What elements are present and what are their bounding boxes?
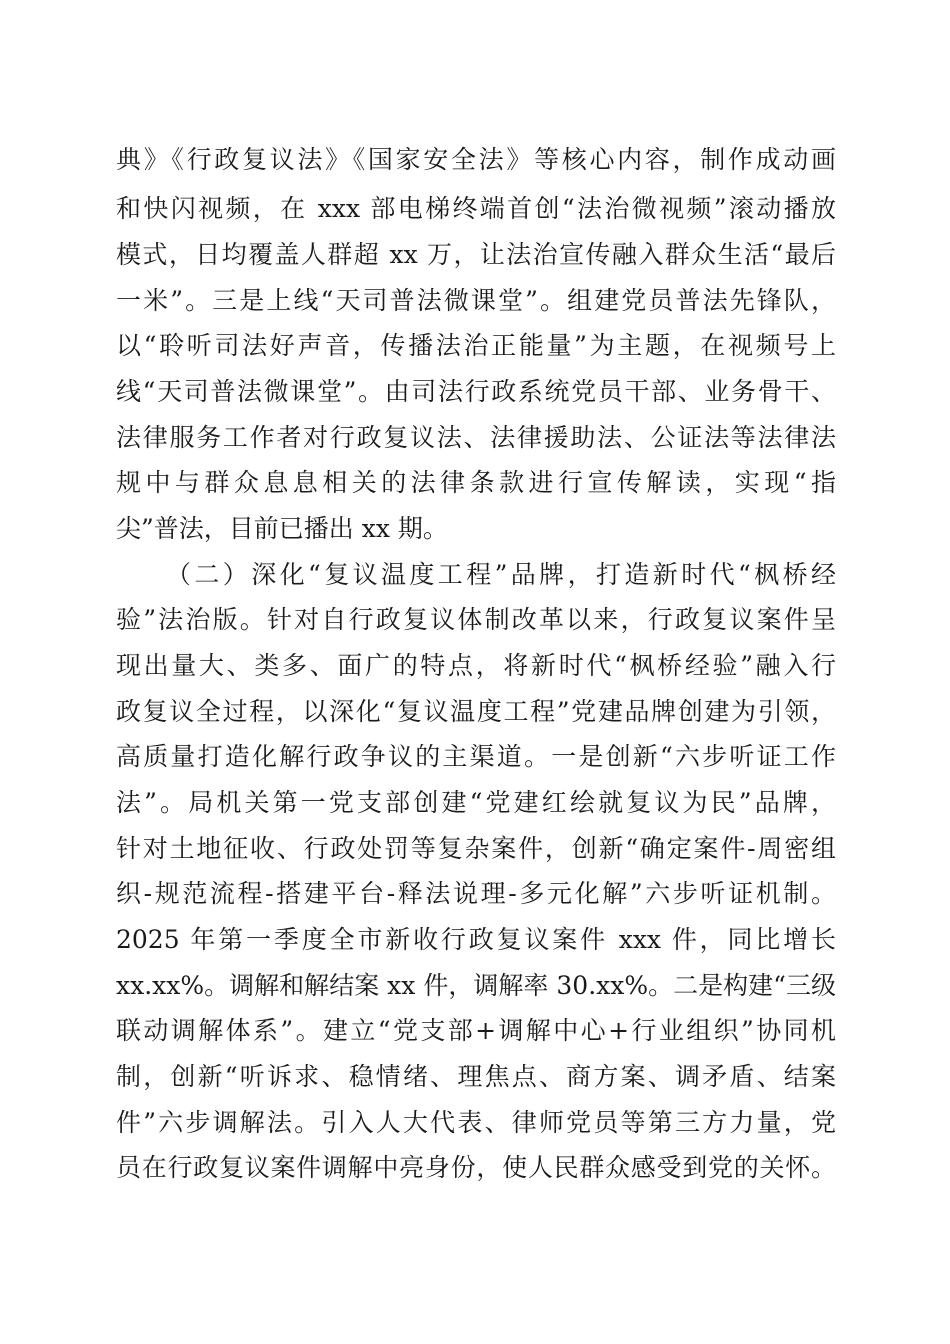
text-line: 制，创新“听诉求、稳情绪、理焦点、商方案、调矛盾、结案 xyxy=(116,1062,836,1091)
text-line: 和快闪视频，在 xxx 部电梯终端首创“法治微视频”滚动播放 xyxy=(116,194,836,223)
text-line: 员在行政复议案件调解中亮身份，使人民群众感受到党的关怀。 xyxy=(116,1153,836,1182)
text-line: 织-规范流程-搭建平台-释法说理-多元化解”六步听证机制。 xyxy=(116,879,836,908)
text-line: 一米”。三是上线“天司普法微课堂”。组建党员普法先锋队， xyxy=(116,286,836,315)
text-line: 联动调解体系”。建立“党支部+调解中心+行业组织”协同机 xyxy=(116,1016,836,1045)
text-line: 高质量打造化解行政争议的主渠道。一是创新“六步听证工作 xyxy=(116,742,836,771)
text-line: 件”六步调解法。引入人大代表、律师党员等第三方力量，党 xyxy=(116,1108,836,1137)
text-line: 规中与群众息息相关的法律条款进行宣传解读，实现“指 xyxy=(116,468,836,497)
text-line: 法律服务工作者对行政复议法、法律援助法、公证法等法律法 xyxy=(116,423,836,452)
text-line: 尖”普法，目前已播出 xx 期。 xyxy=(116,514,448,543)
text-line: 线“天司普法微课堂”。由司法行政系统党员干部、业务骨干、 xyxy=(116,377,836,406)
text-line: xx.xx%。调解和解结案 xx 件，调解率 30.xx%。二是构建“三级 xyxy=(116,971,836,1000)
text-line: 验”法治版。针对自行政复议体制改革以来，行政复议案件呈 xyxy=(116,605,836,634)
text-line: 现出量大、类多、面广的特点，将新时代“枫桥经验”融入行 xyxy=(116,651,836,680)
text-line: 2025 年第一季度全市新收行政复议案件 xxx 件，同比增长 xyxy=(116,925,836,954)
text-line: 法”。局机关第一党支部创建“党建红绘就复议为民”品牌， xyxy=(116,788,836,817)
text-line: 模式，日均覆盖人群超 xx 万，让法治宣传融入群众生活“最后 xyxy=(116,240,836,269)
text-line: 政复议全过程，以深化“复议温度工程”党建品牌创建为引领， xyxy=(116,697,836,726)
text-line: 以“聆听司法好声音，传播法治正能量”为主题，在视频号上 xyxy=(116,331,836,360)
text-line: 典》《行政复议法》《国家安全法》等核心内容，制作成动画 xyxy=(116,145,836,174)
section-heading-line: （二）深化“复议温度工程”品牌，打造新时代“枫桥经 xyxy=(166,560,836,589)
text-line: 针对土地征收、行政处罚等复杂案件，创新“确定案件-周密组 xyxy=(116,834,836,863)
